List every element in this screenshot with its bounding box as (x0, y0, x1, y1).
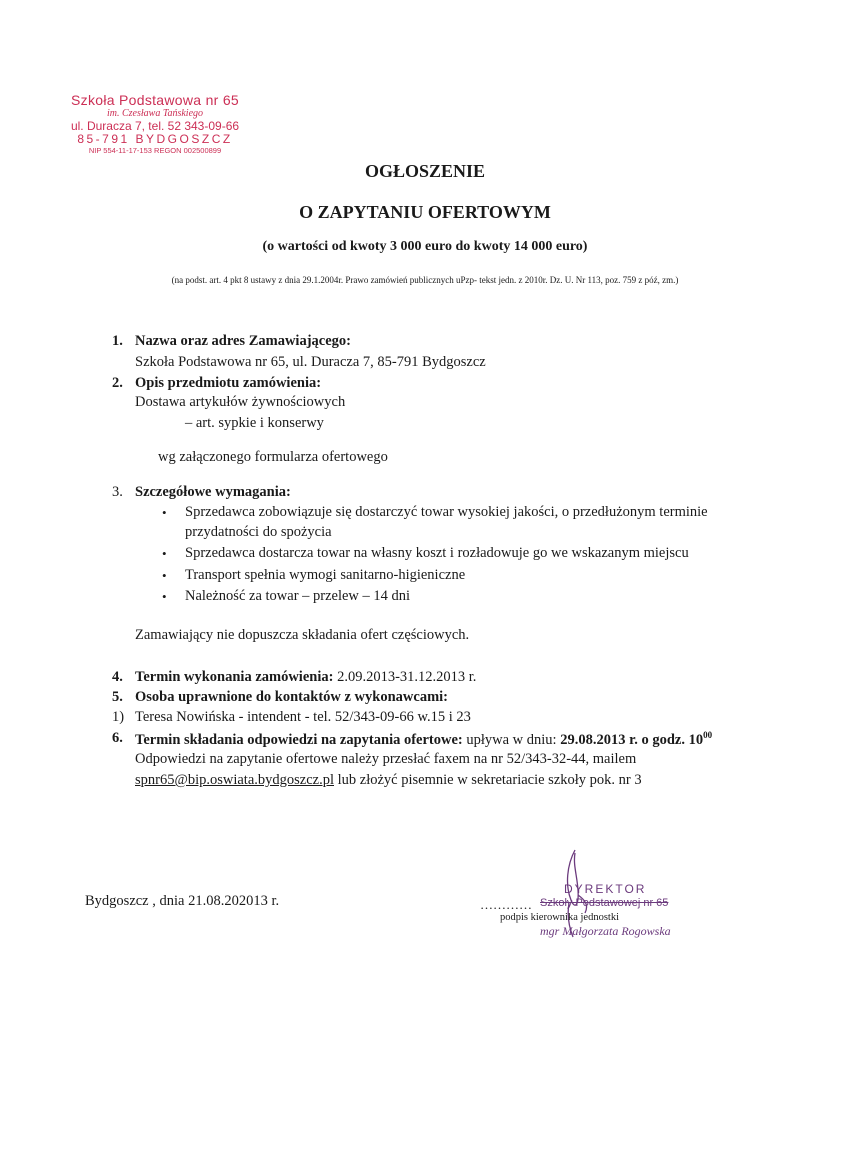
section-4-line (135, 669, 476, 686)
deadline-value: 29.08.2013 r. o godz. 10 (560, 731, 704, 748)
section-1-heading: Nazwa oraz adres Zamawiającego: (135, 333, 351, 349)
section-3-number: 3. (112, 484, 123, 500)
section-3-heading: Szczegółowe wymagania: (135, 484, 291, 500)
document-subtitle: O ZAPYTANIU OFERTOWYM (299, 202, 551, 222)
section-6-heading: Termin składania odpowiedzi na zapytania ofertowe: (135, 731, 463, 748)
value-note: (o wartości od kwoty 3 000 euro do kwoty 14 000 euro) (262, 239, 588, 254)
deadline-text: upływa w dniu: (462, 731, 561, 748)
bullet-marker: • (162, 568, 167, 583)
partial-offers-note: Zamawiający nie dopuszcza składania ofert częściowych. (135, 627, 470, 643)
stamp-nip-regon: NIP 554-11-17-153 REGON 002500899 (88, 146, 222, 156)
signature-label: podpis kierownika jednostki (500, 912, 619, 923)
execution-dates: 2.09.2013-31.12.2013 r. (333, 669, 477, 685)
contact-sub-number: 1) (112, 709, 125, 725)
bullet-marker: • (162, 505, 167, 520)
submission-alternative: lub złożyć pisemnie w sekretariacie szkoły pok. nr 3 (334, 772, 642, 788)
school-stamp (55, 92, 255, 156)
requirement-item: Sprzedawca zobowiązuje się dostarczyć towar wysokiej jakości, o przedłużonym terminie (185, 504, 708, 520)
section-5-heading: Osoba uprawnione do kontaktów z wykonawcami: (135, 689, 449, 705)
section-1-body: Szkoła Podstawowa nr 65, ul. Duracza 7, 85-791 Bydgoszcz (135, 354, 486, 370)
deadline-minutes: 00 (703, 730, 713, 740)
document-title: OGŁOSZENIE (364, 161, 486, 181)
bullet-marker: • (162, 589, 167, 604)
section-2-number: 2. (112, 375, 123, 391)
section-2-line-1: Dostawa artykułów żywnościowych (135, 394, 346, 410)
requirement-item: Sprzedawca dostarcza towar na własny koszt i rozładowuje go we wskazanym miejscu (185, 545, 689, 561)
section-2-line-2: – art. sypkie i konserwy (185, 415, 324, 431)
requirement-item-continued: przydatności do spożycia (185, 524, 332, 540)
email-link[interactable]: spnr65@bip.oswiata.bydgoszcz.pl (135, 772, 334, 788)
requirement-item: Należność za towar – przelew – 14 dni (185, 588, 411, 604)
submission-instructions: Odpowiedzi na zapytanie ofertowe należy przesłać faxem na nr 52/343-32-44, mailem (135, 751, 637, 767)
legal-basis: (na podst. art. 4 pkt 8 ustawy z dnia 29.1.2004r. Prawo zamówień publicznych uPzp- tekst jedn. z 2010r. Dz. U. Nr 113, poz. 759 z póź, zm.) (171, 275, 679, 285)
section-2-heading: Opis przedmiotu zamówienia: (135, 375, 322, 391)
stamp-city: 85-791 BYDGOSZCZ (77, 132, 233, 147)
stamp-school-name: Szkoła Podstawowa nr 65 (71, 92, 239, 108)
section-4-heading: Termin wykonania zamówienia: (135, 669, 334, 685)
section-5-number: 5. (112, 689, 123, 705)
section-6-line (135, 730, 712, 749)
section-6-number: 6. (112, 730, 123, 746)
place-and-date: Bydgoszcz , dnia 21.08.202013 r. (85, 893, 280, 909)
stamp-address: ul. Duracza 7, tel. 52 343-09-66 (70, 118, 240, 133)
director-name: mgr Małgorzata Rogowska (540, 924, 671, 938)
director-title: DYREKTOR (564, 882, 647, 896)
bullet-marker: • (162, 546, 167, 561)
submission-line-3 (135, 772, 642, 789)
section-1-number: 1. (112, 333, 123, 349)
section-2-line-3: wg załączonego formularza ofertowego (158, 449, 388, 465)
contact-person: Teresa Nowińska - intendent - tel. 52/343-09-66 w.15 i 23 (135, 709, 471, 725)
stamp-patron: im. Czesława Tańskiego (106, 108, 204, 120)
director-school: Szkoły Podstawowej nr 65 (540, 897, 669, 909)
requirement-item: Transport spełnia wymogi sanitarno-higieniczne (185, 567, 466, 583)
signature-dots: ………… (480, 897, 532, 912)
section-4-number: 4. (112, 669, 123, 685)
